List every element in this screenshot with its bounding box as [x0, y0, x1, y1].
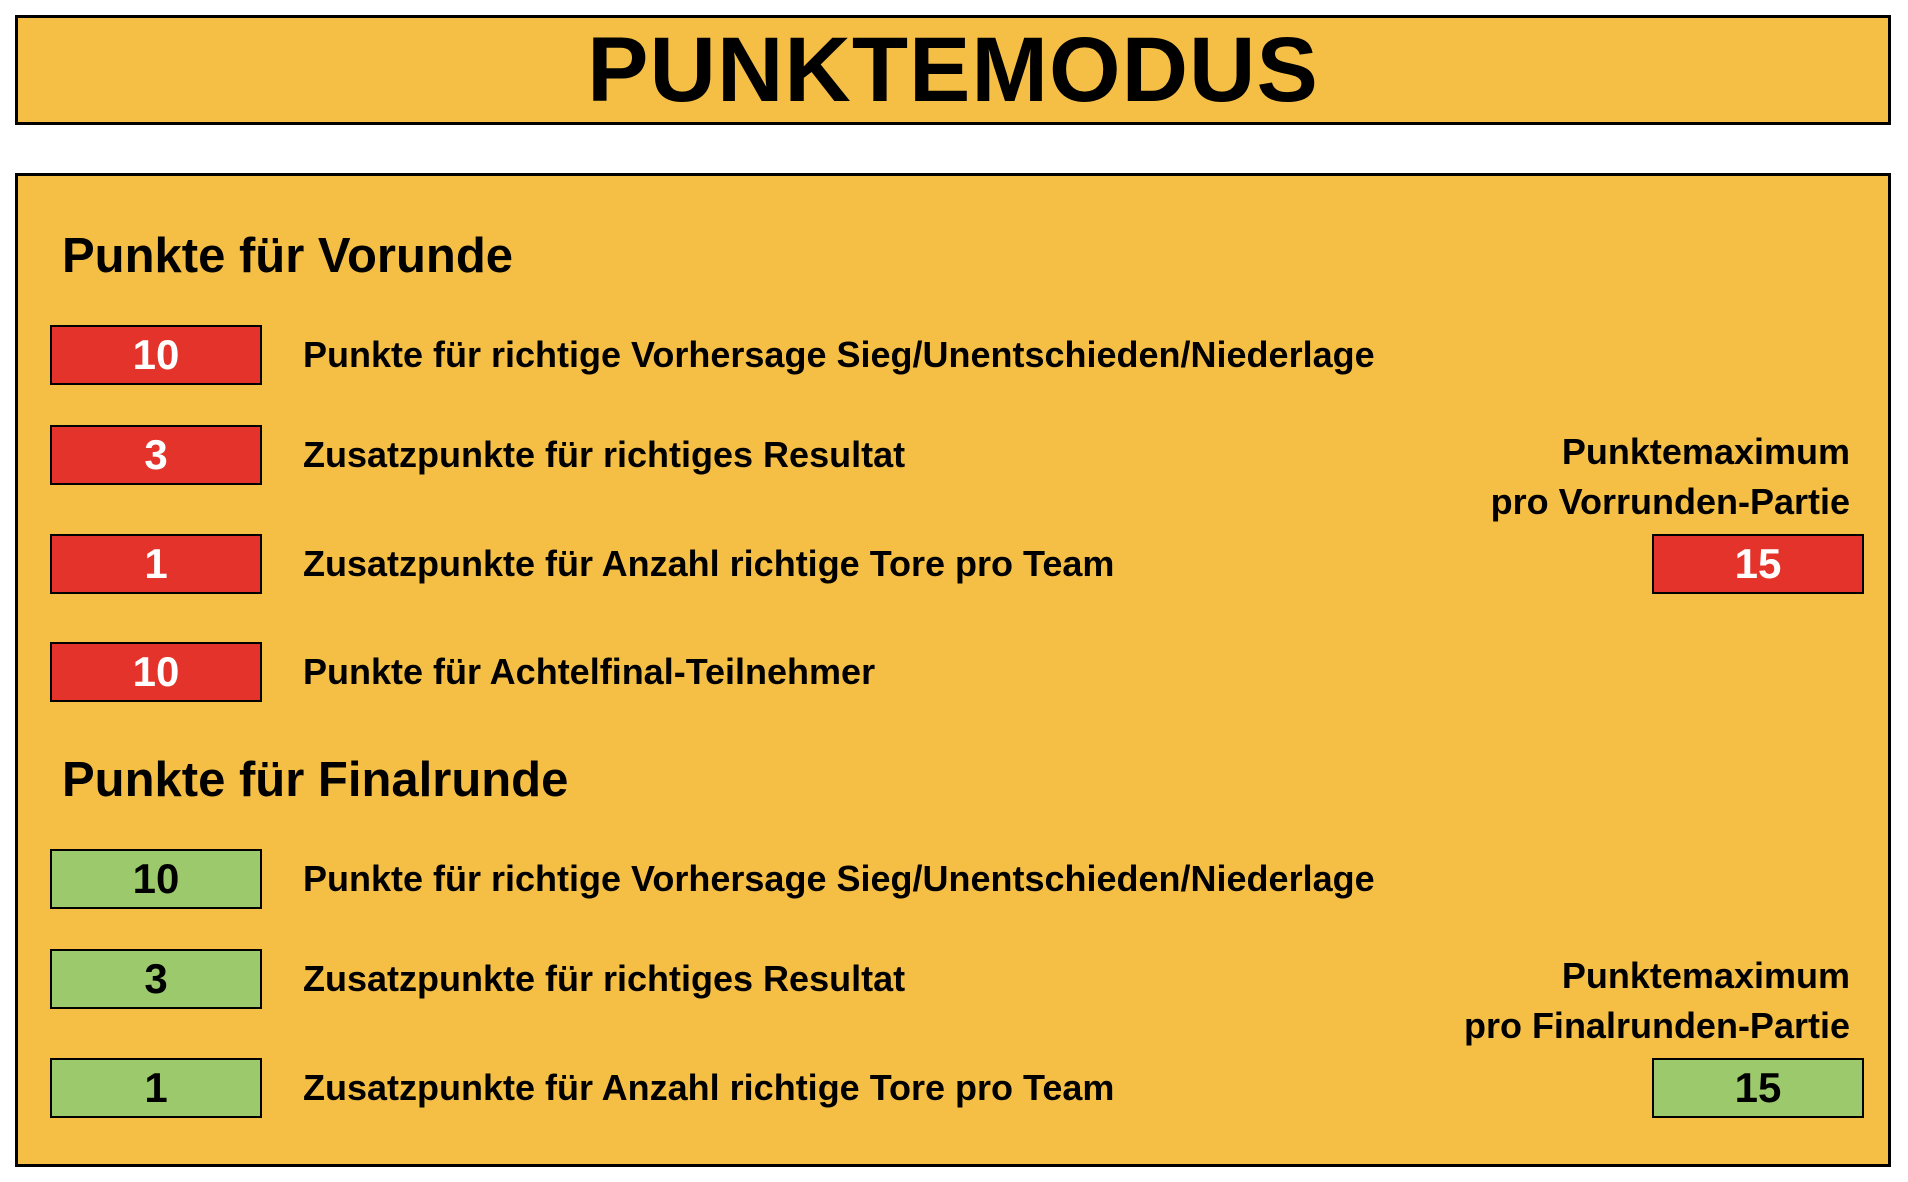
finalrunde-label-result: Zusatzpunkte für richtiges Resultat [303, 958, 906, 999]
finalrunde-value-result[interactable]: 3 [50, 949, 262, 1009]
finalrunde-label-goals: Zusatzpunkte für Anzahl richtige Tore pro Team [303, 1067, 1115, 1108]
finalrunde-max-label-line2: pro Finalrunden-Partie [1463, 1005, 1850, 1046]
vorrunde-heading: Punkte für Vorunde [62, 229, 514, 283]
page-title: PUNKTEMODUS [587, 19, 1319, 121]
vorrunde-max-value: 15 [1652, 534, 1864, 594]
vorrunde-label-goals: Zusatzpunkte für Anzahl richtige Tore pro Team [303, 543, 1115, 584]
vorrunde-label-result: Zusatzpunkte für richtiges Resultat [303, 434, 906, 475]
vorrunde-max-label-line2: pro Vorrunden-Partie [1490, 481, 1850, 522]
vorrunde-label-achtelfinal: Punkte für Achtelfinal-Teilnehmer [303, 651, 876, 692]
vorrunde-max-label [1491, 427, 1850, 527]
vorrunde-value-outcome[interactable]: 10 [50, 325, 262, 385]
finalrunde-heading: Punkte für Finalrunde [62, 753, 569, 807]
finalrunde-label-outcome: Punkte für richtige Vorhersage Sieg/Unentschieden/Niederlage [303, 858, 1375, 899]
vorrunde-value-achtelfinal[interactable]: 10 [50, 642, 262, 702]
finalrunde-value-outcome[interactable]: 10 [50, 849, 262, 909]
title-banner [15, 15, 1891, 125]
vorrunde-value-result[interactable]: 3 [50, 425, 262, 485]
vorrunde-max-label-line1: Punktemaximum [1561, 431, 1850, 472]
vorrunde-label-outcome: Punkte für richtige Vorhersage Sieg/Unentschieden/Niederlage [303, 334, 1375, 375]
finalrunde-value-goals[interactable]: 1 [50, 1058, 262, 1118]
vorrunde-value-goals[interactable]: 1 [50, 534, 262, 594]
scoring-panel [15, 173, 1891, 1167]
finalrunde-max-label-line1: Punktemaximum [1561, 955, 1850, 996]
finalrunde-max-label [1464, 951, 1850, 1051]
finalrunde-max-value: 15 [1652, 1058, 1864, 1118]
